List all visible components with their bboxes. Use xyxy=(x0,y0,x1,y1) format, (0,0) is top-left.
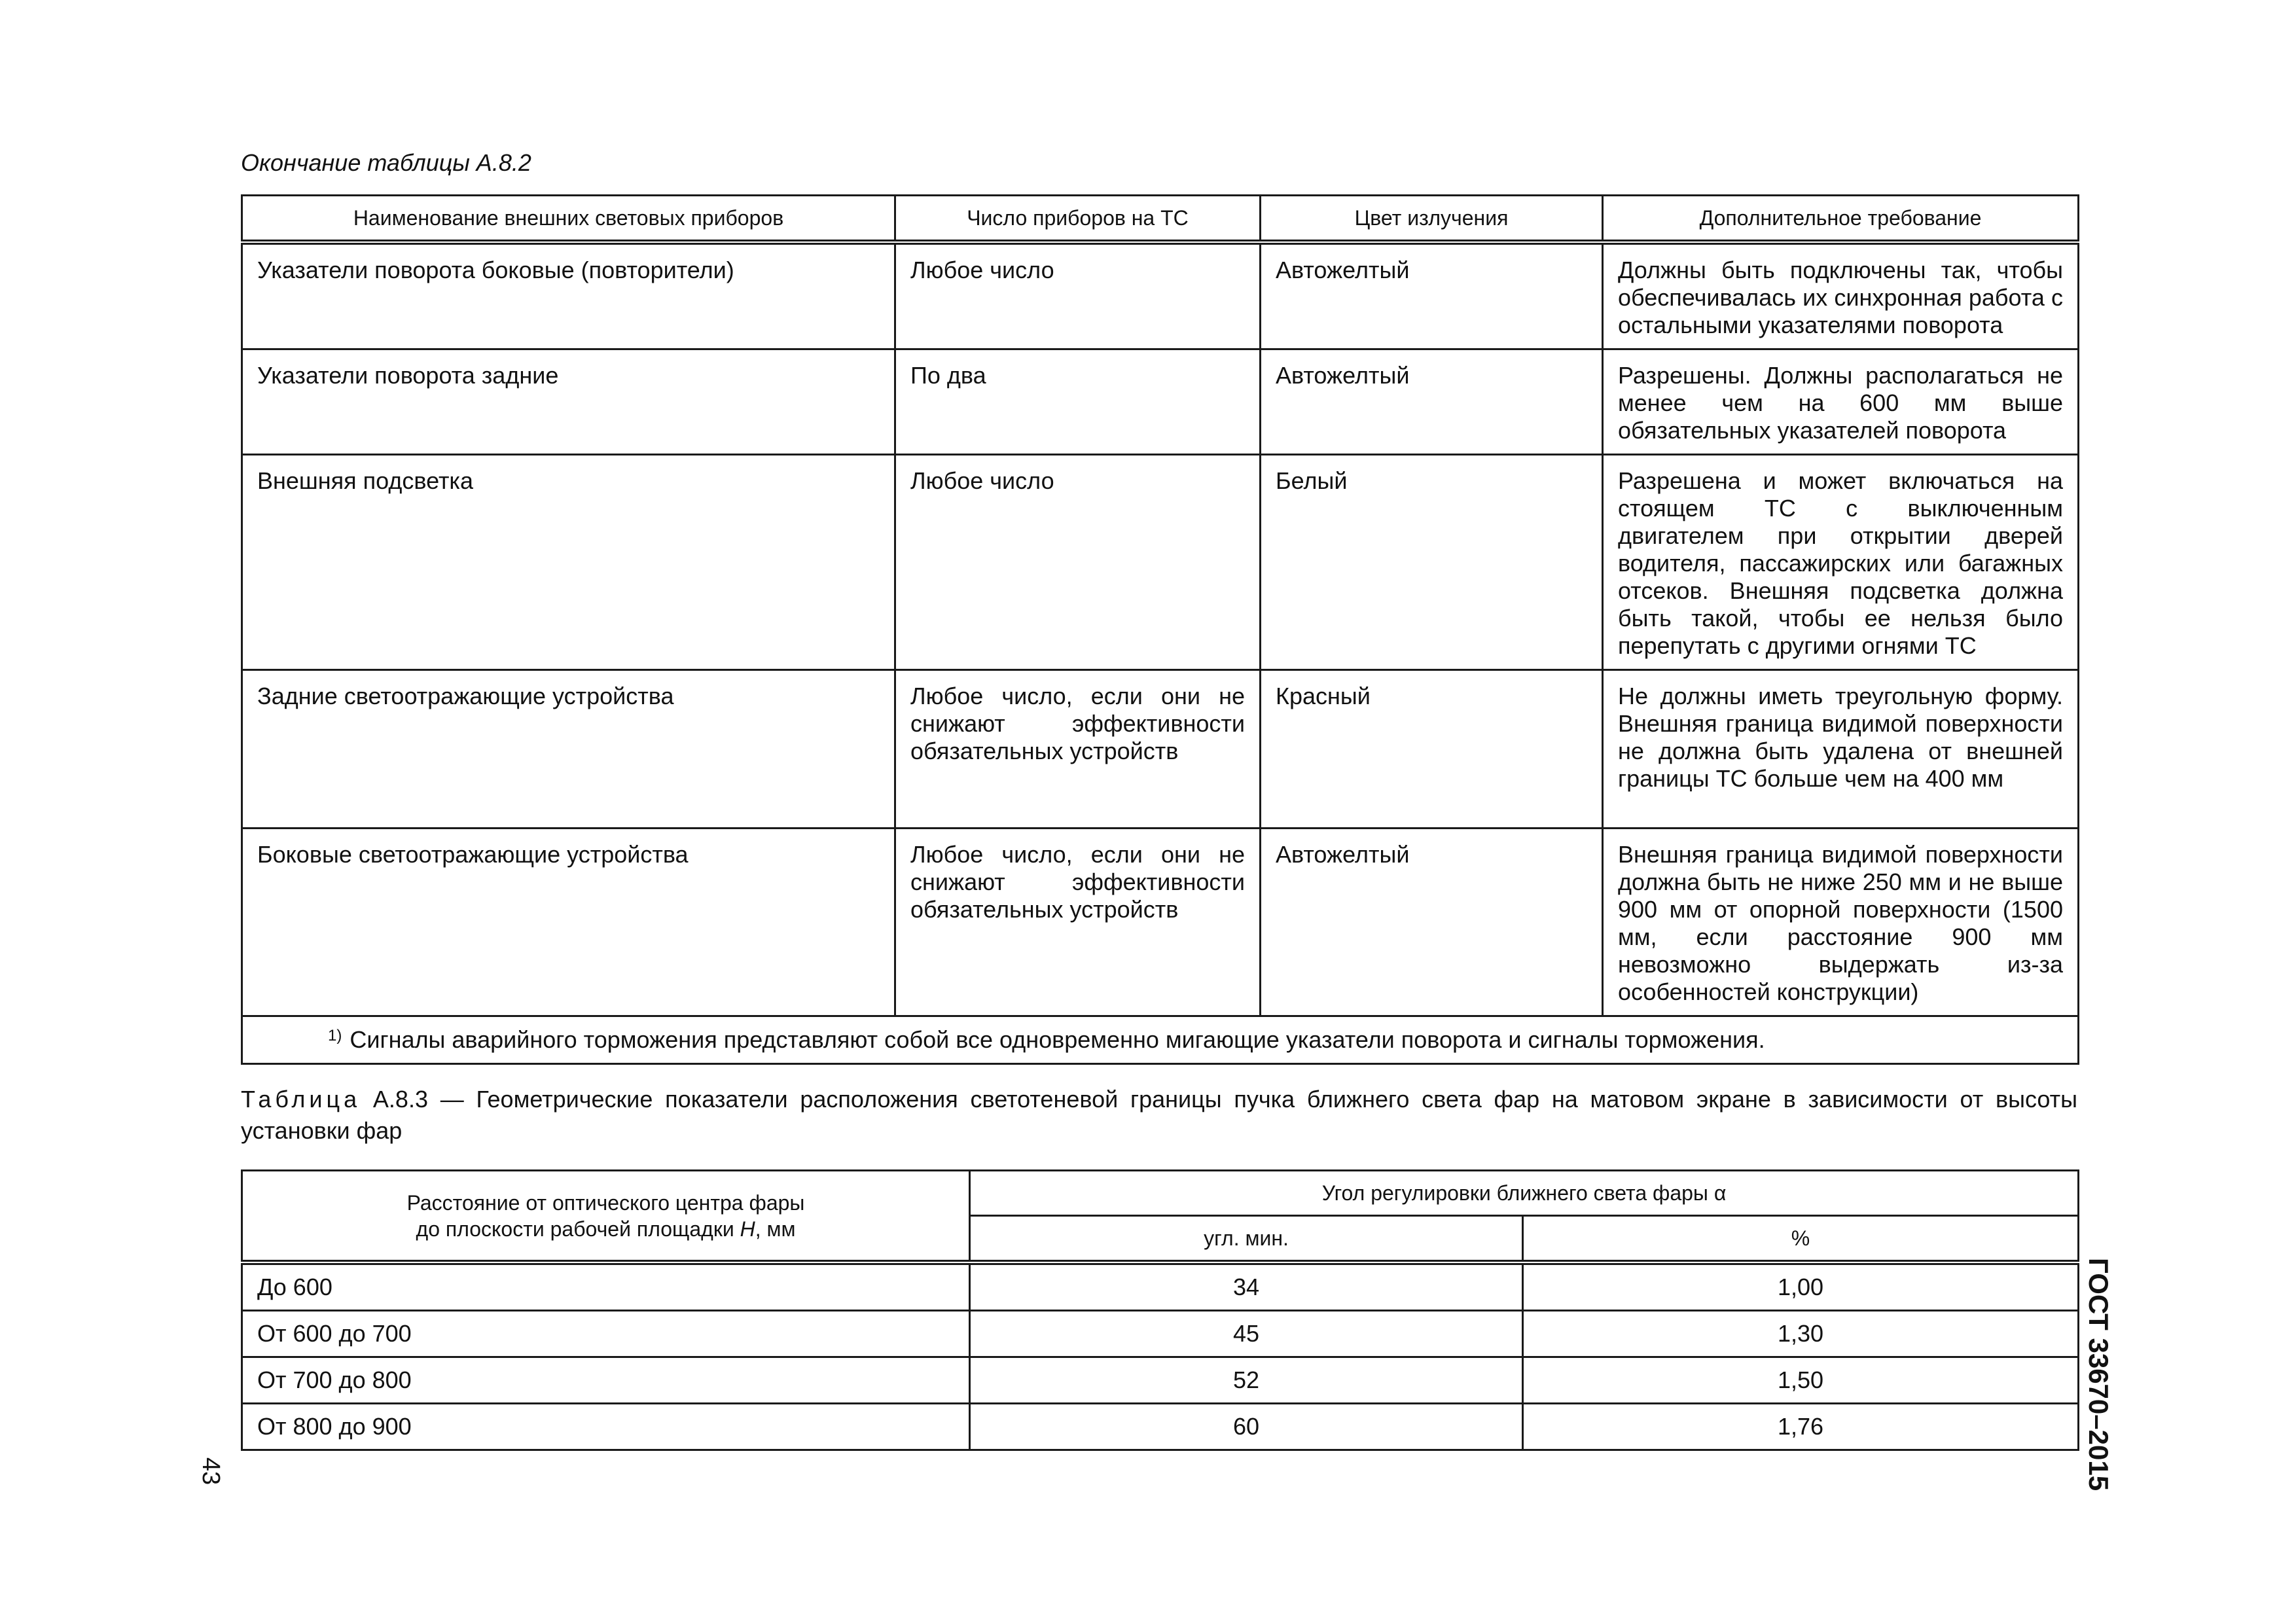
cell-percent: 1,00 xyxy=(1523,1262,2079,1311)
footnote-cell xyxy=(242,1016,2079,1064)
header-distance xyxy=(242,1171,970,1263)
cell-device-count: Любое число xyxy=(895,455,1261,670)
cell-minutes: 60 xyxy=(970,1404,1523,1450)
cell-color: Автожелтый xyxy=(1261,829,1603,1016)
header-color: Цвет излучения xyxy=(1261,196,1603,243)
cell-requirement: Разрешены. Должны располагаться не менее чем на 600 мм выше обязательных указателей поворота xyxy=(1603,349,2079,455)
lighting-devices-table xyxy=(241,194,2079,1065)
cell-requirement: Разрешена и может включаться на стоящем ТС с выключенным двигателем при открытии дверей водителя, пассажирских или багажных отсеков. Внешняя подсветка должна быть такой, чтобы ее нельзя было перепутать с другими огнями ТС xyxy=(1603,455,2079,670)
table-a83-caption xyxy=(241,1084,2077,1147)
cell-percent: 1,50 xyxy=(1523,1357,2079,1404)
table-row xyxy=(242,1311,2079,1357)
cell-color: Автожелтый xyxy=(1261,349,1603,455)
table-row xyxy=(242,455,2079,670)
table-row xyxy=(242,829,2079,1016)
header-distance-variable: Н xyxy=(740,1217,755,1241)
cell-minutes: 45 xyxy=(970,1311,1523,1357)
cell-minutes: 34 xyxy=(970,1262,1523,1311)
cell-color: Автожелтый xyxy=(1261,242,1603,349)
table-continuation-caption: Окончание таблицы А.8.2 xyxy=(241,149,531,176)
cell-minutes: 52 xyxy=(970,1357,1523,1404)
cell-distance: От 800 до 900 xyxy=(242,1404,970,1450)
header-distance-unit: , мм xyxy=(755,1217,796,1241)
table-row xyxy=(242,670,2079,829)
cell-device-count: Любое число, если они не снижают эффективности обязательных устройств xyxy=(895,670,1261,829)
page-number: 43 xyxy=(197,1457,224,1486)
header-angle-group: Угол регулировки ближнего света фары α xyxy=(970,1171,2079,1216)
table-row xyxy=(242,1404,2079,1450)
standard-designation: ГОСТ 33670–2015 xyxy=(2083,1257,2114,1491)
cell-color: Красный xyxy=(1261,670,1603,829)
header-device-name: Наименование внешних световых приборов xyxy=(242,196,895,243)
cell-distance: От 600 до 700 xyxy=(242,1311,970,1357)
header-distance-line1: Расстояние от оптического центра фары xyxy=(406,1190,805,1215)
cell-device-name: Боковые светоотражающие устройства xyxy=(242,829,895,1016)
table-row xyxy=(242,242,2079,349)
table-row xyxy=(242,349,2079,455)
cell-device-count: По два xyxy=(895,349,1261,455)
cell-percent: 1,30 xyxy=(1523,1311,2079,1357)
cell-device-name: Внешняя подсветка xyxy=(242,455,895,670)
table-header-row xyxy=(242,1171,2079,1216)
cell-percent: 1,76 xyxy=(1523,1404,2079,1450)
header-minutes: угл. мин. xyxy=(970,1216,1523,1263)
header-percent: % xyxy=(1523,1216,2079,1263)
cell-requirement: Должны быть подключены так, чтобы обеспечивалась их синхронная работа с остальными указателями поворота xyxy=(1603,242,2079,349)
cell-requirement: Не должны иметь треугольную форму. Внешняя граница видимой поверхности не должна быть удалена от внешней границы ТС больше чем на 400 мм xyxy=(1603,670,2079,829)
footnote-mark: 1) xyxy=(328,1027,342,1044)
cell-device-name: Задние светоотражающие устройства xyxy=(242,670,895,829)
header-device-count: Число приборов на ТС xyxy=(895,196,1261,243)
cell-distance: От 700 до 800 xyxy=(242,1357,970,1404)
cell-device-name: Указатели поворота задние xyxy=(242,349,895,455)
table-row xyxy=(242,1357,2079,1404)
cell-device-name: Указатели поворота боковые (повторители) xyxy=(242,242,895,349)
header-distance-line2: до плоскости рабочей площадки xyxy=(416,1217,740,1241)
headlight-angle-table xyxy=(241,1169,2079,1451)
cell-distance: До 600 xyxy=(242,1262,970,1311)
cell-requirement: Внешняя граница видимой поверхности должна быть не ниже 250 мм и не выше 900 мм от опорной поверхности (1500 мм, если расстояние 900 мм невозможно выдержать из-за особенностей конструкции) xyxy=(1603,829,2079,1016)
table-header-row xyxy=(242,196,2079,243)
cell-device-count: Любое число xyxy=(895,242,1261,349)
table-row xyxy=(242,1262,2079,1311)
table-label: Таблица xyxy=(241,1086,361,1113)
cell-color: Белый xyxy=(1261,455,1603,670)
footnote-row xyxy=(242,1016,2079,1064)
footnote-text: Сигналы аварийного торможения представляют собой все одновременно мигающие указатели поворота и сигналы торможения. xyxy=(350,1026,1765,1053)
header-requirement: Дополнительное требование xyxy=(1603,196,2079,243)
cell-device-count: Любое число, если они не снижают эффективности обязательных устройств xyxy=(895,829,1261,1016)
table-caption-text: А.8.3 — Геометрические показатели расположения светотеневой границы пучка ближнего света фар на матовом экране в зависимости от высоты установки фар xyxy=(241,1086,2077,1144)
